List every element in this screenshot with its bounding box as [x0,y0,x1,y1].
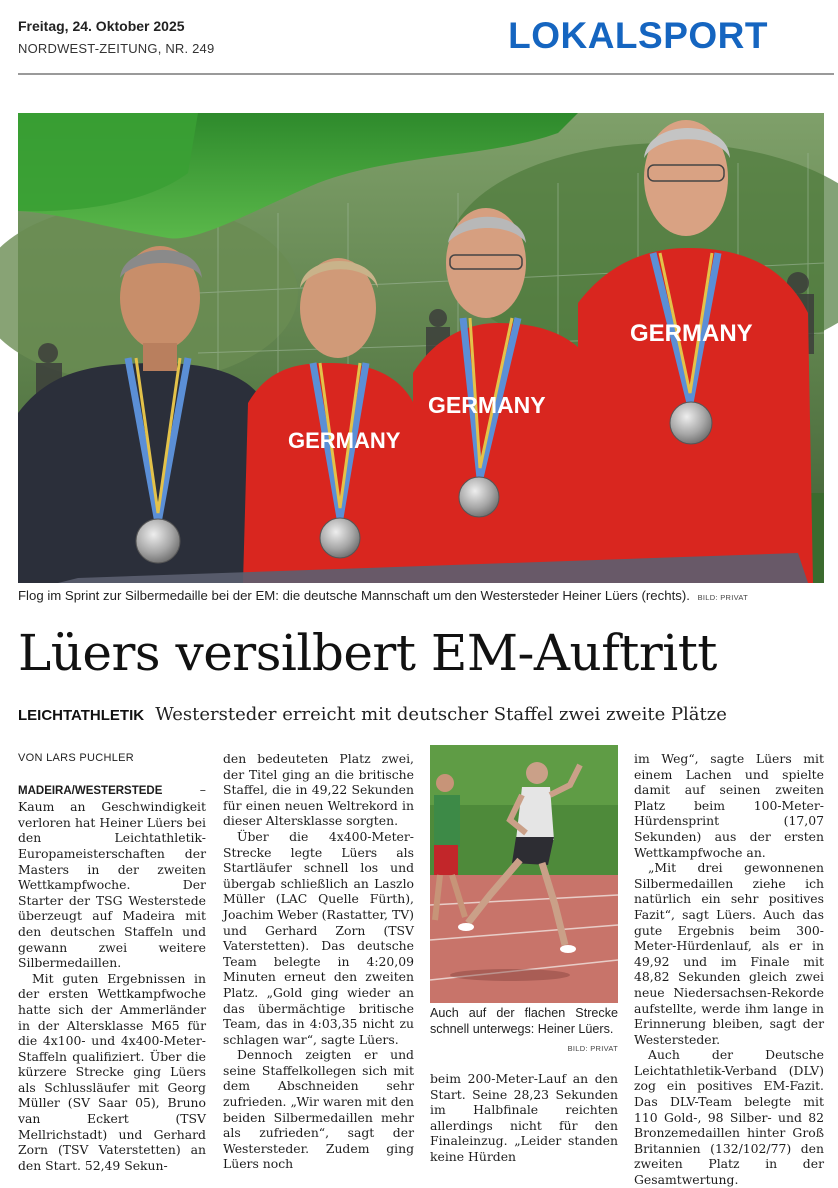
subheadline [18,704,727,725]
section-title: LOKALSPORT [508,15,768,56]
paragraph-6: Auch der Deutsche Leichtathletik-Verband (DLV) zog ein positives EM-Fazit. Das DLV-Team belegte mit 110 Gold-, 98 Silber- und 82 Bronzemedaillen hinter Groß Britannien (132/102/77) den zweiten Platz in der Gesamtwertung. [634,1047,824,1188]
headline: Lüers versilbert EM-Auftritt [18,624,717,682]
dateline: MADEIRA/WESTERSTEDE [18,784,163,797]
paragraph-3: Über die 4x400-Meter-Strecke legte Lüers als Startläufer schnell los und übergab schließlich an Laszlo Müller (LAC Quelle Fürth), Joachim Weber (Rastatter, TV) und Gerhard Zorn (TSV Vaterstetten). Das deutsche Team belegte in 4:20,09 Minuten erneut den zweiten Platz. „Gold ging wieder an das übermächtige britische Team, das in 4:03,35 nicht zu schlagen war“, sagte Lüers. [223,828,414,1047]
newspaper-name: NORDWEST-ZEITUNG, NR. 249 [18,41,215,56]
paragraph-4-end: im Weg“, sagte Lüers mit einem Lachen und spielte damit auf seinen zweiten Platz beim 100-Meter-Hürdensprint (17,07 Sekunden) aus der ersten Wettkampfwoche an. [634,751,824,860]
photo-caption [18,588,828,603]
kicker: LEICHTATHLETIK [18,707,145,724]
paragraph-2-continued: den bedeuteten Platz zwei, der Titel ging an die britische Staffel, die in 49,22 Sekunden für einen neuen Weltrekord in dieser Altersklasse sorgten. [223,751,414,829]
caption-credit: BILD: PRIVAT [697,593,748,602]
caption-text: Flog im Sprint zur Silbermedaille bei der EM: die deutsche Mannschaft um den Westersteder Heiner Lüers (rechts). [18,588,690,603]
team-photo-illustration [18,113,824,583]
article-column-4 [634,751,824,1188]
runner-photo [430,745,618,1003]
subheadline-text: Westersteder erreicht mit deutscher Staffel zwei zweite Plätze [155,704,727,725]
paragraph-1 [18,782,206,971]
runner-caption-text: Auch auf der flachen Strecke schnell unterwegs: Heiner Lüers. [430,1006,618,1036]
article-column-3 [430,1071,618,1165]
byline: VON LARS PUCHLER [18,752,135,764]
runner-caption-credit: BILD: PRIVAT [567,1044,618,1053]
page-header [0,0,838,78]
paragraph-2: Mit guten Ergebnissen in der ersten Wettkampfwoche hatte sich der Ammerländer in der Altersklasse M65 für die 4x100- und 4x400-Meter-Staffeln qualifiziert. Über die kürzere Strecke ging Lüers als Schlussläufer mit Georg Müller (SV Saar 05), Bruno van Eckert (TSV Mellrichstadt) und Gerhard Zorn (TSV Vaterstetten) an den Start. 52,49 Sekun- [18,970,206,1173]
paragraph-4: Dennoch zeigten er und seine Staffelkollegen sich mit dem Abschneiden sehr zufrieden. „Wir waren mit den beiden Silbermedaillen mehr als zufrieden“, sagt der Westersteder. Zudem ging Lüers noch [223,1047,414,1172]
shirt-text-4: GERMANY [630,320,753,347]
runner-photo-illustration [430,745,618,1003]
article-column-2 [223,751,414,1172]
shirt-text-3: GERMANY [428,392,546,418]
runner-photo-caption [430,1006,618,1057]
shirt-text-2: GERMANY [288,428,401,453]
paragraph-4-continued: beim 200-Meter-Lauf an den Start. Seine 28,23 Sekunden im Halbfinale reichten allerdings nicht für den Finaleinzug. „Leider standen keine Hürden [430,1071,618,1164]
paragraph-5: „Mit drei gewonnenen Silbermedaillen ziehe ich natürlich ein sehr positives Fazit“, sagt Lüers. Auch das gute Ergebnis beim 300-Meter-Hürdenlauf, als er in 49,92 und im Finale mit 48,82 Sekunden gleich zwei neue Niedersachsen-Rekorde aufstellte, werde ihm lange in Erinnerung bleiben, sagt der Westersteder. [634,860,824,1047]
article-column-1 [18,751,206,1173]
header-divider [18,73,834,75]
main-photo [18,113,824,583]
issue-date: Freitag, 24. Oktober 2025 [18,18,185,34]
paragraph-1-text: – Kaum an Geschwindigkeit verloren hat Heiner Lüers bei den Leichtathletik-Europameisterschaften der Masters in der zweiten Wettkampfwoche. Der Starter der TSG Westerstede überzeugt auf Madeira mit den deutschen Staffeln und gewann zwei weitere Silbermedaillen. [18,781,206,971]
